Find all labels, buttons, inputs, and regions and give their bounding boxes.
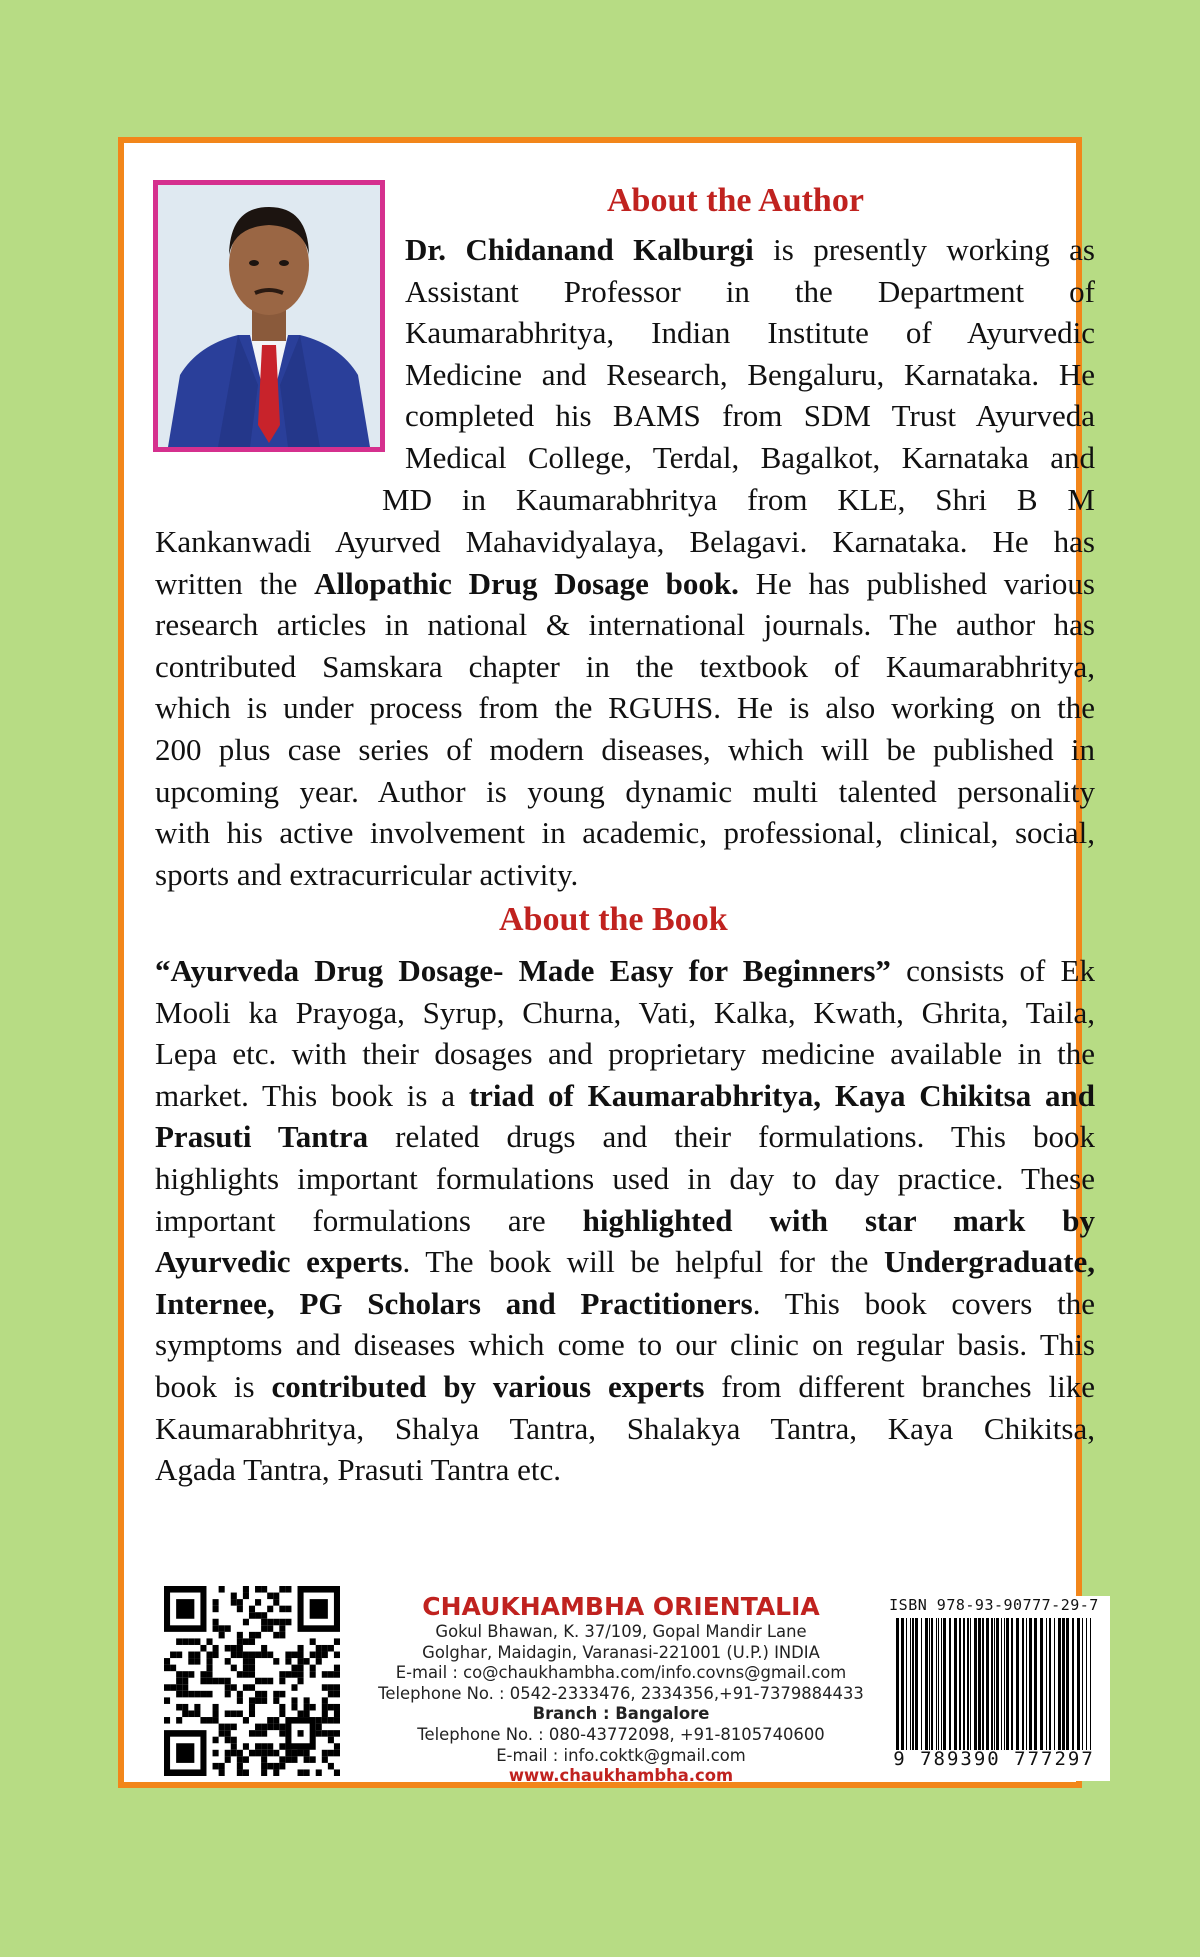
text-run: related drugs and their formulations. This book [368, 1119, 1095, 1155]
author-line [155, 687, 1095, 729]
author-photo [153, 180, 385, 452]
book-line [155, 992, 1095, 1034]
author-line [382, 479, 1095, 521]
text-run: with his active involvement in academic, professional, clinical, social, [155, 815, 1095, 851]
bold-text: highlighted with star mark by [582, 1202, 1095, 1238]
isbn-label: ISBN 978-93-90777-29-7 [889, 1596, 1099, 1614]
author-line [155, 604, 1095, 646]
book-line [155, 950, 1095, 992]
qr-code-icon [164, 1586, 340, 1776]
text-run: . This book covers the [752, 1285, 1095, 1321]
branch-email: E-mail : info.coktk@gmail.com [496, 1745, 746, 1765]
text-run: He has published various [738, 565, 1096, 601]
publisher-block [362, 1592, 880, 1787]
author-line [155, 854, 1095, 896]
text-run: Kaumarabhritya, Indian Institute of Ayurvedic [405, 315, 1095, 351]
text-run: from different branches like [704, 1368, 1095, 1404]
author-line [155, 729, 1095, 771]
book-line [155, 1033, 1095, 1075]
text-run: Mooli ka Prayoga, Syrup, Churna, Vati, Kalka, Kwath, Ghrita, Taila, [155, 994, 1095, 1030]
text-run: completed his BAMS from SDM Trust Ayurveda [405, 398, 1095, 434]
text-run: Kaumarabhritya, Shalya Tantra, Shalakya Tantra, Kaya Chikitsa, [155, 1410, 1095, 1446]
author-bio-wrapped [405, 229, 1095, 479]
text-run: consists of Ek [890, 953, 1095, 988]
text-run: Medicine and Research, Bengaluru, Karnataka. He [405, 356, 1095, 392]
text-run: 200 plus case series of modern diseases, which will be published in [155, 731, 1095, 767]
publisher-branch: Branch : Bangalore [532, 1704, 710, 1724]
text-run: research articles in national & international journals. The author has [155, 607, 1095, 643]
author-line [405, 437, 1095, 479]
publisher-email: E-mail : co@chaukhambha.com/info.covns@gmail.com [395, 1663, 847, 1683]
author-bio-full [155, 521, 1095, 895]
about-author-heading: About the Author [607, 182, 864, 219]
book-description [155, 950, 1095, 1491]
publisher-website: www.chaukhambha.com [508, 1766, 734, 1786]
book-line [155, 1283, 1095, 1325]
book-line [155, 1366, 1095, 1408]
text-run: symptoms and diseases which come to our clinic on regular basis. This [155, 1327, 1095, 1363]
publisher-telephone: Telephone No. : 0542-2333476, 2334356,+91-7379884433 [378, 1683, 864, 1703]
text-run: Assistant Professor in the Department of [405, 273, 1095, 309]
text-run: MD in Kaumarabhritya from KLE, Shri B M [382, 482, 1095, 517]
branch-telephone: Telephone No. : 080-43772098, +91-8105740600 [417, 1724, 825, 1744]
text-run: highlights important formulations used in day to day practice. These [155, 1160, 1095, 1196]
bold-text: contributed by various experts [271, 1368, 705, 1404]
bold-text: Internee, PG Scholars and Practitioners [155, 1285, 753, 1321]
author-line [155, 563, 1095, 605]
text-run: Agada Tantra, Prasuti Tantra etc. [155, 1452, 561, 1488]
bold-text: Dr. Chidanand Kalburgi [405, 232, 754, 267]
text-run: contributed Samskara chapter in the textbook of Kaumarabhritya, [155, 648, 1095, 684]
author-line [405, 395, 1095, 437]
bold-text: Prasuti Tantra [155, 1119, 369, 1155]
text-run: Kankanwadi Ayurved Mahavidyalaya, Belagavi. Karnataka. He has [155, 524, 1095, 559]
author-line [155, 771, 1095, 813]
book-line [155, 1241, 1095, 1283]
book-line [155, 1324, 1095, 1366]
text-run: written the [155, 565, 315, 601]
publisher-name: CHAUKHAMBHA ORIENTALIA [422, 1592, 820, 1621]
publisher-address-1: Gokul Bhawan, K. 37/109, Gopal Mandir Lane [435, 1622, 807, 1641]
text-run: which is under process from the RGUHS. He is also working on the [155, 690, 1095, 726]
text-run: is presently working as [753, 232, 1095, 267]
publisher-address-2: Golghar, Maidagin, Varanasi-221001 (U.P.) INDIA [422, 1642, 820, 1662]
author-line [155, 521, 1095, 563]
book-line [155, 1158, 1095, 1200]
text-run: market. This book is a [155, 1077, 469, 1113]
text-run: . The book will be helpful for the [402, 1244, 885, 1280]
isbn-digits: 9 789390 777297 [893, 1748, 1095, 1770]
bold-text: Undergraduate, [884, 1244, 1095, 1280]
bold-text: “Ayurveda Drug Dosage- Made Easy for Beginners” [155, 953, 891, 988]
author-bio-indented [382, 479, 1095, 521]
book-line [155, 1116, 1095, 1158]
text-run: upcoming year. Author is young dynamic multi talented personality [155, 773, 1095, 809]
bold-text: Ayurvedic experts [155, 1244, 403, 1280]
about-book-heading: About the Book [499, 901, 728, 938]
author-line [405, 312, 1095, 354]
text-run: Medical College, Terdal, Bagalkot, Karnataka and [405, 439, 1095, 475]
isbn-barcode [878, 1596, 1110, 1781]
author-line [155, 646, 1095, 688]
author-line [405, 354, 1095, 396]
text-run: book is [155, 1368, 272, 1404]
author-portrait-icon [158, 185, 380, 447]
author-line [405, 229, 1095, 271]
barcode-icon [896, 1618, 1092, 1750]
author-line [155, 812, 1095, 854]
text-run: sports and extracurricular activity. [155, 856, 579, 892]
text-run: Lepa etc. with their dosages and proprietary medicine available in the [155, 1036, 1095, 1072]
book-line [155, 1408, 1095, 1450]
text-run: important formulations are [155, 1202, 583, 1238]
book-line [155, 1200, 1095, 1242]
book-line [155, 1449, 1095, 1491]
author-line [405, 271, 1095, 313]
bold-text: Allopathic Drug Dosage book. [314, 565, 739, 601]
bold-text: triad of Kaumarabhritya, Kaya Chikitsa and [468, 1077, 1096, 1113]
book-line [155, 1075, 1095, 1117]
